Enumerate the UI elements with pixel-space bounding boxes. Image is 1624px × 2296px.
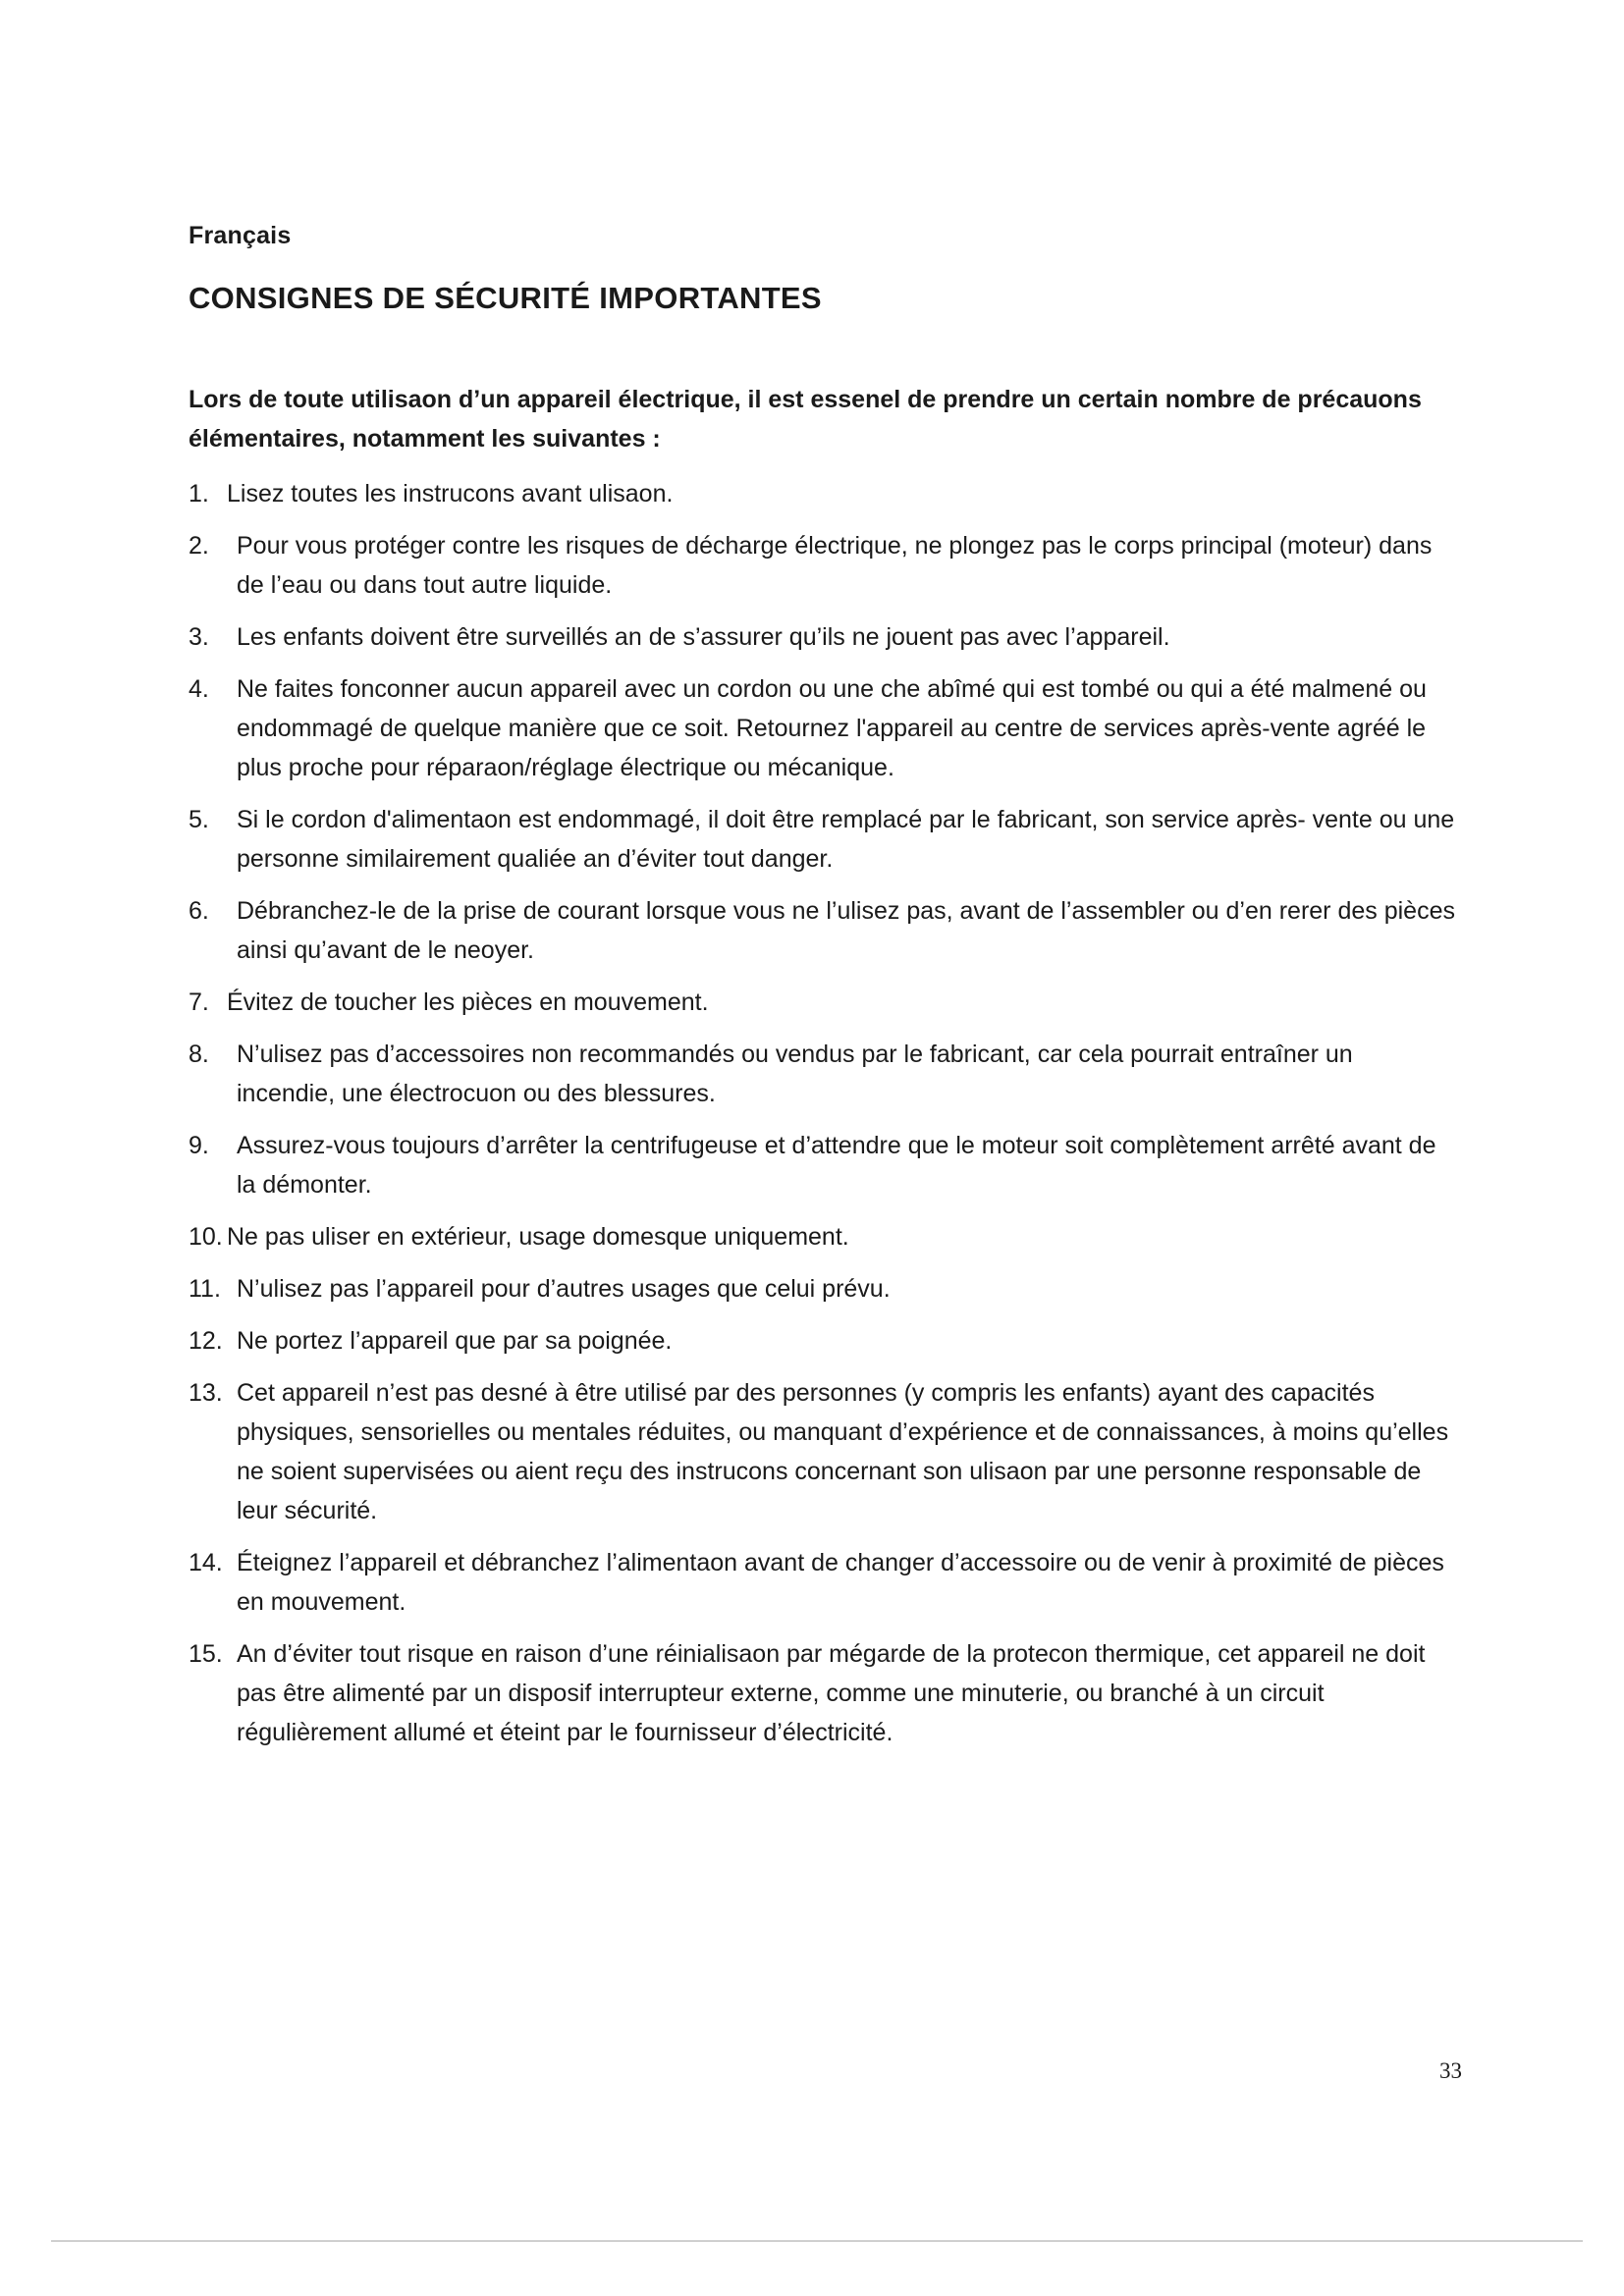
item-number: 8. xyxy=(189,1041,209,1068)
item-text: Si le cordon d'alimentaon est endommagé, il doit être remplacé par le fabricant, son service après- vente ou une personne similairement qualiée an d’éviter tout danger. xyxy=(237,806,1455,873)
item-text: Les enfants doivent être surveillés an de s’assurer qu’ils ne jouent pas avec l’appareil. xyxy=(237,623,1170,651)
item-text: Évitez de toucher les pièces en mouvement. xyxy=(227,988,709,1016)
list-item xyxy=(189,891,1455,970)
item-number: 10. xyxy=(189,1223,223,1251)
list-item xyxy=(189,1321,1455,1361)
item-text: Cet appareil n’est pas desné à être utilisé par des personnes (y compris les enfants) ayant des capacités physiques, sensorielles ou mentales réduites, ou manquant d’expérience et de connaissances, à moins qu’elles ne soient supervisées ou aient reçu des instrucons concernant son ulisaon par une personne responsable de leur sécurité. xyxy=(237,1379,1449,1524)
item-number: 3. xyxy=(189,623,209,651)
list-item xyxy=(189,1373,1455,1530)
item-text: Éteignez l’appareil et débranchez l’alimentaon avant de changer d’accessoire ou de venir à proximité de pièces en mouvement. xyxy=(237,1549,1444,1616)
item-text: An d’éviter tout risque en raison d’une réinialisaon par mégarde de la protecon thermique, cet appareil ne doit pas être alimenté par un disposif interrupteur externe, comme une minuterie, ou branché à un circuit régulièrement allumé et éteint par le fournisseur d’électricité. xyxy=(237,1640,1426,1746)
item-text: Assurez-vous toujours d’arrêter la centrifugeuse et d’attendre que le moteur soit complètement arrêté avant de la démonter. xyxy=(237,1132,1436,1199)
item-text: Pour vous protéger contre les risques de décharge électrique, ne plongez pas le corps principal (moteur) dans de l’eau ou dans tout autre liquide. xyxy=(237,532,1433,599)
list-item xyxy=(189,1543,1455,1622)
list-item xyxy=(189,1217,1455,1256)
list-item xyxy=(189,1035,1455,1113)
item-number: 11. xyxy=(189,1275,221,1303)
list-item xyxy=(189,669,1455,787)
item-text: N’ulisez pas l’appareil pour d’autres usages que celui prévu. xyxy=(237,1275,891,1303)
list-item xyxy=(189,1634,1455,1752)
item-number: 4. xyxy=(189,675,209,703)
item-number: 2. xyxy=(189,532,209,560)
list-item xyxy=(189,617,1455,657)
page-title: CONSIGNES DE SÉCURITÉ IMPORTANTES xyxy=(189,281,822,315)
list-item xyxy=(189,1126,1455,1204)
footer-divider xyxy=(51,2240,1583,2242)
item-text: Lisez toutes les instrucons avant ulisaon. xyxy=(227,480,674,507)
list-item xyxy=(189,1269,1455,1308)
item-text: Débranchez-le de la prise de courant lorsque vous ne l’ulisez pas, avant de l’assembler ou d’en rerer des pièces ainsi qu’avant de le neoyer. xyxy=(237,897,1455,964)
item-number: 5. xyxy=(189,806,209,833)
page-number: 33 xyxy=(1439,2058,1462,2083)
list-item xyxy=(189,983,1455,1022)
item-number: 13. xyxy=(189,1379,223,1407)
language-label: Français xyxy=(189,222,292,249)
item-text: Ne pas uliser en extérieur, usage domesque uniquement. xyxy=(227,1223,849,1251)
list-item xyxy=(189,474,1455,513)
item-number: 15. xyxy=(189,1640,223,1668)
item-number: 9. xyxy=(189,1132,209,1159)
list-item xyxy=(189,800,1455,879)
item-number: 6. xyxy=(189,897,209,925)
item-number: 12. xyxy=(189,1327,223,1355)
intro-paragraph: Lors de toute utilisaon d’un appareil électrique, il est essenel de prendre un certain nombre de précauons élémentaires, notamment les suivantes : xyxy=(189,386,1422,453)
item-number: 1. xyxy=(189,480,209,507)
item-text: Ne portez l’appareil que par sa poignée. xyxy=(237,1327,673,1355)
safety-instructions-list xyxy=(189,474,1455,1765)
item-text: Ne faites fonconner aucun appareil avec un cordon ou une che abîmé qui est tombé ou qui a été malmené ou endommagé de quelque manière que ce soit. Retournez l'appareil au centre de services après-vente agréé le plus proche pour réparaon/réglage électrique ou mécanique. xyxy=(237,675,1427,781)
item-number: 7. xyxy=(189,988,209,1016)
item-text: N’ulisez pas d’accessoires non recommandés ou vendus par le fabricant, car cela pourrait entraîner un incendie, une électrocuon ou des blessures. xyxy=(237,1041,1353,1107)
list-item xyxy=(189,526,1455,605)
item-number: 14. xyxy=(189,1549,223,1576)
